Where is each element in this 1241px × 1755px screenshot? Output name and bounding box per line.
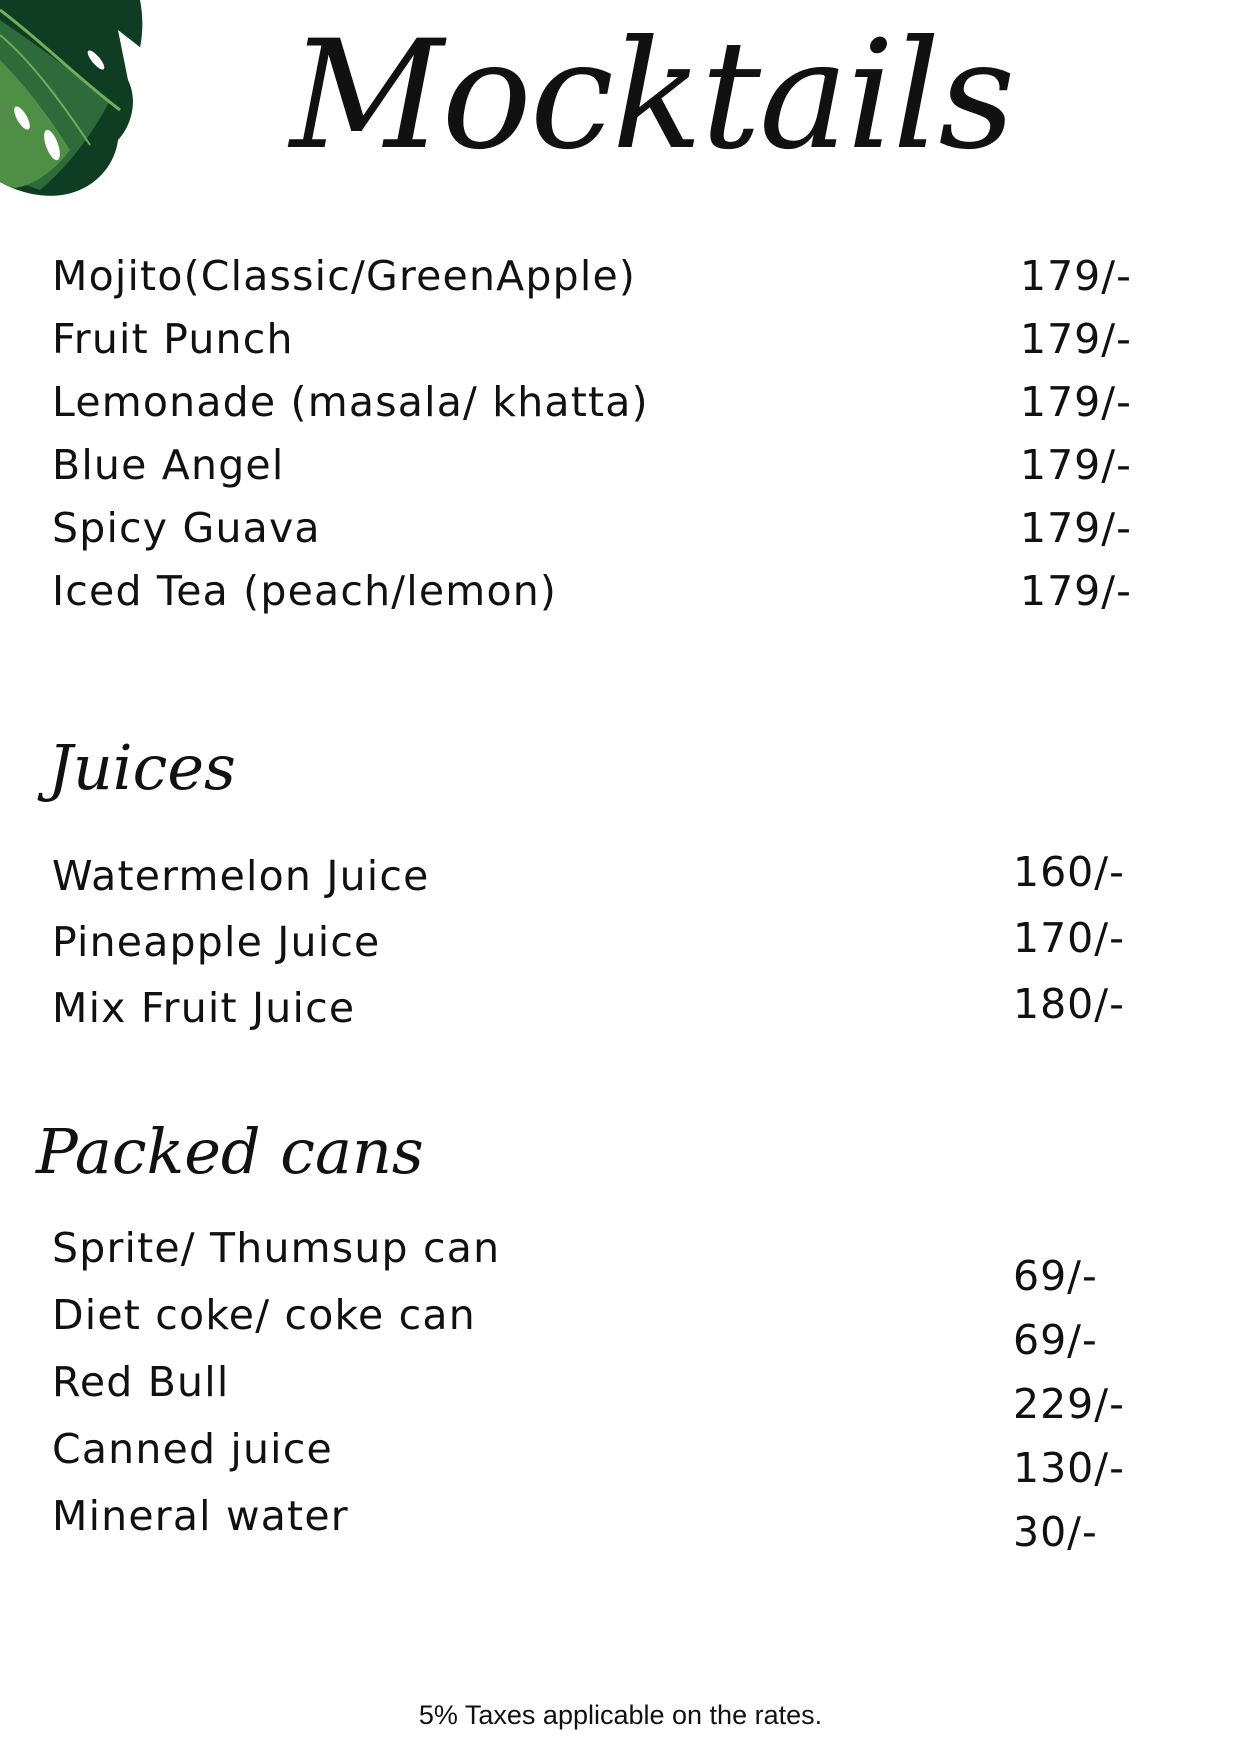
list-item: Blue Angel: [52, 441, 285, 489]
item-price: 180/-: [1013, 980, 1125, 1028]
list-item: Spicy Guava: [52, 504, 321, 552]
item-price: 130/-: [1013, 1444, 1125, 1492]
item-price: 69/-: [1013, 1252, 1098, 1300]
item-price: 160/-: [1013, 848, 1125, 896]
list-item: Mix Fruit Juice: [52, 984, 356, 1032]
list-item: Red Bull: [52, 1358, 230, 1406]
list-item: Mojito(Classic/GreenApple): [52, 252, 637, 300]
item-price: 179/-: [1020, 441, 1132, 489]
item-price: 170/-: [1013, 914, 1125, 962]
section-heading-juices: Juices: [48, 731, 236, 804]
list-item: Watermelon Juice: [52, 852, 430, 900]
list-item: Sprite/ Thumsup can: [52, 1224, 501, 1272]
list-item: Iced Tea (peach/lemon): [52, 567, 558, 615]
list-item: Canned juice: [52, 1425, 333, 1473]
item-price: 179/-: [1020, 315, 1132, 363]
item-price: 179/-: [1020, 252, 1132, 300]
monstera-leaf-icon: [0, 0, 150, 200]
tax-note: 5% Taxes applicable on the rates.: [418, 1700, 823, 1730]
list-item: Pineapple Juice: [52, 918, 381, 966]
item-price: 179/-: [1020, 378, 1132, 426]
section-heading-packed-cans: Packed cans: [36, 1115, 424, 1188]
list-item: Lemonade (masala/ khatta): [52, 378, 649, 426]
item-price: 179/-: [1020, 567, 1132, 615]
item-price: 229/-: [1013, 1380, 1125, 1428]
list-item: Diet coke/ coke can: [52, 1291, 476, 1339]
item-price: 69/-: [1013, 1316, 1098, 1364]
list-item: Mineral water: [52, 1492, 349, 1540]
item-price: 179/-: [1020, 504, 1132, 552]
page-title: Mocktails: [290, 9, 1014, 183]
list-item: Fruit Punch: [52, 315, 294, 363]
item-price: 30/-: [1013, 1508, 1098, 1556]
